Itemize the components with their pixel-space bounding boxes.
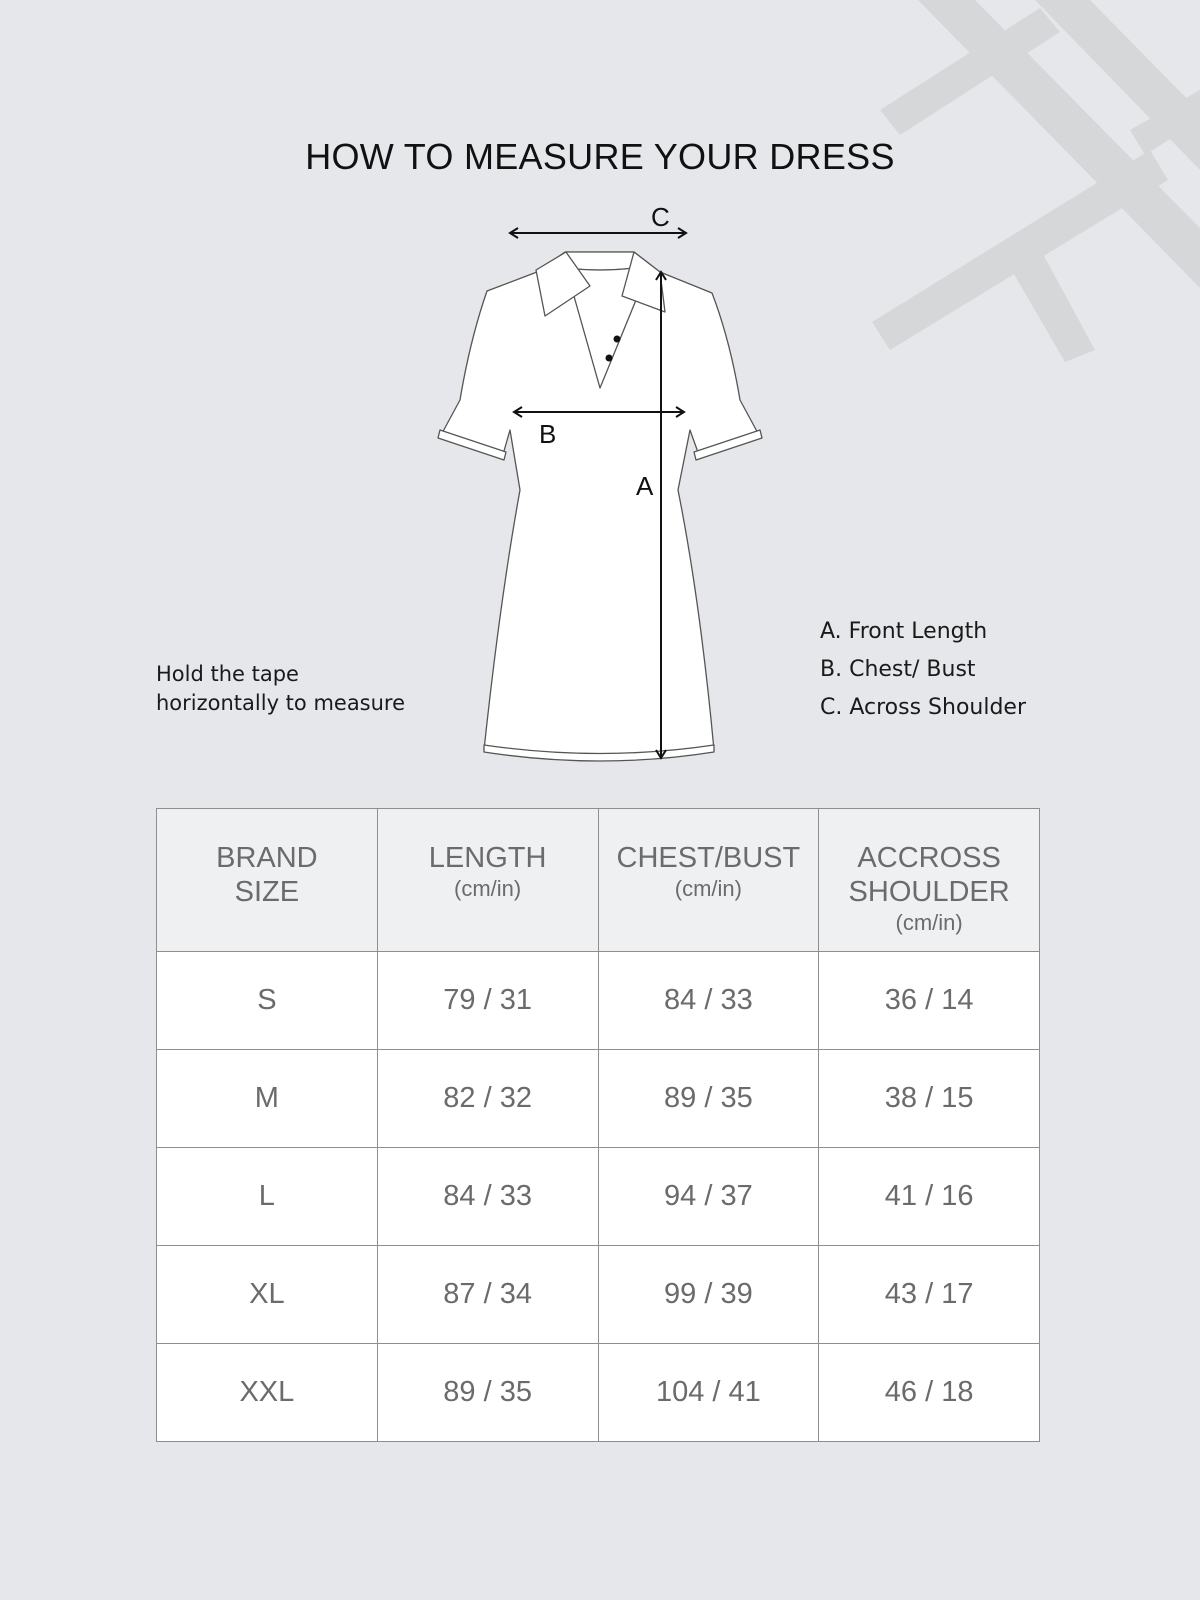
table-row: [157, 1050, 1040, 1148]
header-main: ACCROSS: [857, 842, 1001, 874]
header-main: CHEST/BUST: [616, 842, 801, 874]
measurement-legend: [820, 613, 1026, 727]
header-main-2: SIZE: [234, 876, 300, 908]
cell-length: 89 / 35: [377, 1344, 598, 1442]
cell-size: S: [157, 952, 378, 1050]
cell-size: M: [157, 1050, 378, 1148]
table-row: [157, 1148, 1040, 1246]
cell-size: L: [157, 1148, 378, 1246]
cell-size: XXL: [157, 1344, 378, 1442]
cell-shoulder: 38 / 15: [819, 1050, 1040, 1148]
label-a: A: [636, 471, 654, 501]
cell-length: 87 / 34: [377, 1246, 598, 1344]
table-header-row: [157, 809, 1040, 952]
header-main: LENGTH: [428, 842, 547, 874]
label-c: C: [651, 202, 670, 232]
cell-length: 84 / 33: [377, 1148, 598, 1246]
legend-item-c: C. Across Shoulder: [820, 695, 1027, 720]
cell-chest: 94 / 37: [598, 1148, 819, 1246]
header-main: BRAND: [216, 842, 318, 874]
cell-shoulder: 46 / 18: [819, 1344, 1040, 1442]
cell-length: 79 / 31: [377, 952, 598, 1050]
header-unit: (cm/in): [674, 876, 742, 901]
header-unit: (cm/in): [895, 910, 963, 935]
cell-shoulder: 41 / 16: [819, 1148, 1040, 1246]
dress-outline: [438, 252, 762, 761]
cell-chest: 99 / 39: [598, 1246, 819, 1344]
cell-chest: 84 / 33: [598, 952, 819, 1050]
cell-shoulder: 43 / 17: [819, 1246, 1040, 1344]
page-title: HOW TO MEASURE YOUR DRESS: [305, 136, 895, 177]
legend-item-b: B. Chest/ Bust: [820, 657, 976, 682]
cell-chest: 89 / 35: [598, 1050, 819, 1148]
tape-note-line1: Hold the tape: [156, 662, 299, 686]
size-chart-table: [156, 808, 1040, 1442]
tape-note: [156, 660, 405, 718]
header-unit: (cm/in): [454, 876, 522, 901]
cell-length: 82 / 32: [377, 1050, 598, 1148]
table-row: [157, 1246, 1040, 1344]
table-row: [157, 1344, 1040, 1442]
cell-shoulder: 36 / 14: [819, 952, 1040, 1050]
cell-chest: 104 / 41: [598, 1344, 819, 1442]
cell-size: XL: [157, 1246, 378, 1344]
header-brand-size: [157, 809, 378, 952]
legend-item-a: A. Front Length: [820, 619, 988, 644]
tape-note-line2: horizontally to measure: [156, 691, 406, 715]
label-b: B: [539, 419, 557, 449]
header-across-shoulder: [819, 809, 1040, 952]
table-row: [157, 952, 1040, 1050]
header-length: [377, 809, 598, 952]
header-chest-bust: [598, 809, 819, 952]
header-main-2: SHOULDER: [848, 876, 1010, 908]
